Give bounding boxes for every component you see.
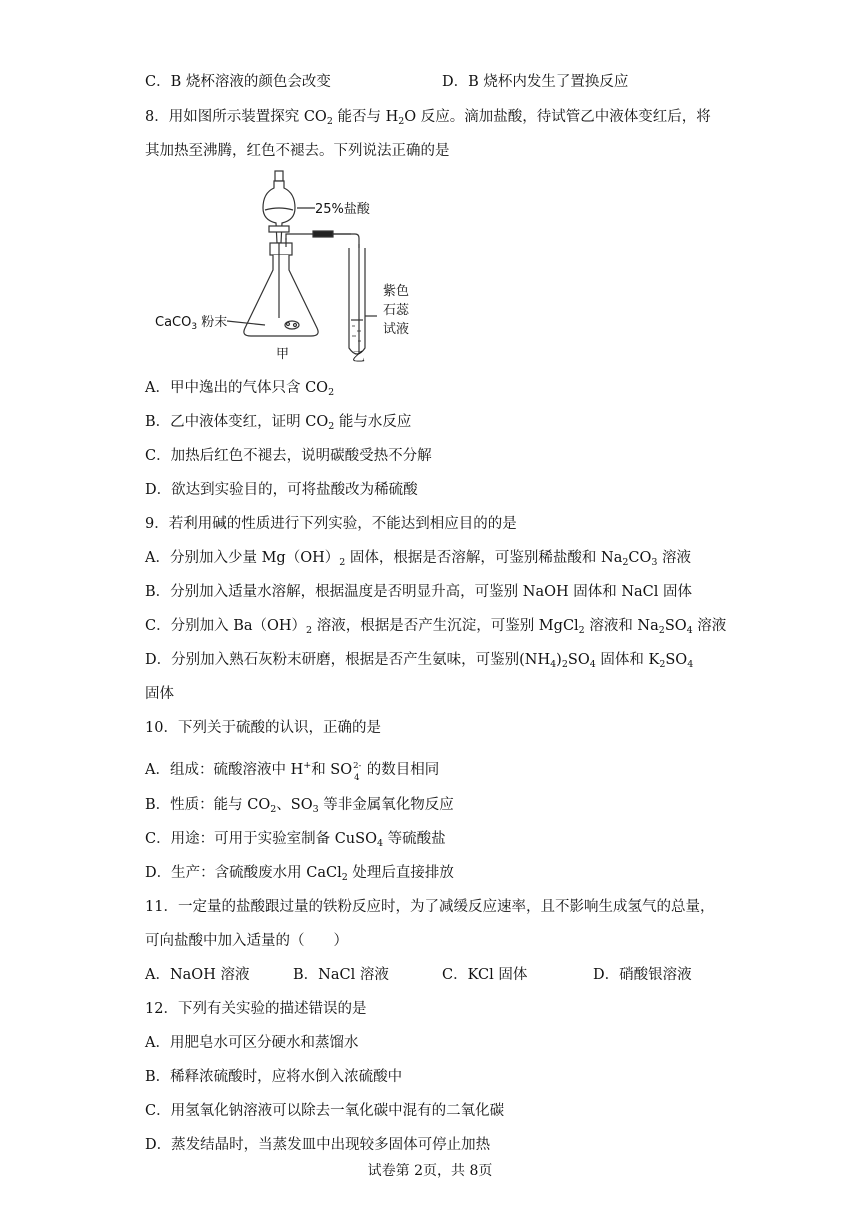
q9-stem: 9．若利用碱的性质进行下列实验，不能达到相应目的的是: [145, 516, 517, 532]
q12-option-d: D．蒸发结晶时，当蒸发皿中出现较多固体可停止加热: [145, 1137, 491, 1153]
label-hydrochloric-acid: 25%盐酸: [315, 202, 370, 217]
q8-stem-line1: 8．用如图所示装置探究 $CO_2$ 能否与 $H_2O$ 反应。滴加盐酸，待试管乙中液体变红后，将: [145, 109, 711, 127]
q11-stem-line1: 11．一定量的盐酸跟过量的铁粉反应时，为了减缓反应速率，且不影响生成氢气的总量，: [145, 899, 715, 915]
q11-option-c: C．KCl 固体: [442, 967, 528, 983]
q11-option-b: B．NaCl 溶液: [293, 967, 389, 983]
q9-option-d-cont: 固体: [145, 686, 174, 702]
label-litmus-3: 试液: [383, 322, 410, 337]
q12-option-a: A．用肥皂水可区分硬水和蒸馏水: [145, 1035, 359, 1051]
label-flask-jia: 甲: [276, 347, 290, 362]
sulfate-charge: 2- 4: [353, 761, 362, 783]
q8-option-a: A．甲中逸出的气体只含 $CO_2$: [145, 380, 335, 398]
q8-option-c: C．加热后红色不褪去，说明碳酸受热不分解: [145, 448, 432, 464]
label-litmus-2: 石蕊: [383, 303, 410, 318]
apparatus-figure: [145, 168, 435, 368]
funnel-stopcock: [269, 226, 289, 232]
q12-option-c: C．用氢氧化钠溶液可以除去一氧化碳中混有的二氧化碳: [145, 1103, 505, 1119]
flask-stopper: [270, 243, 292, 255]
q9-option-a: A．分别加入少量 $Mg(OH)_2$ 固体，根据是否溶解，可鉴别稀盐酸和 $Na_2CO_3$ 溶液: [145, 550, 692, 568]
q10-option-b: B．性质：能与 $CO_2$、$SO_3$ 等非金属氧化物反应: [145, 797, 454, 815]
q11-stem-line2: 可向盐酸中加入适量的（ ）: [145, 933, 348, 949]
q10-option-a: A．组成：硫酸溶液中 H+和 SO 2- 4 的数目相同: [145, 760, 440, 783]
q9-option-c: C．分别加入 $Ba(OH)_2$ 溶液，根据是否产生沉淀，可鉴别 MgCl$_2$ 溶液和 $Na_2SO_4$ 溶液: [145, 618, 727, 636]
q8-stem-line2: 其加热至沸腾，红色不褪去。下列说法正确的是: [145, 143, 450, 159]
q9-option-d: D．分别加入熟石灰粉末研磨，根据是否产生氨味，可鉴别$(NH_4)_2SO_4$ 固体和 $K_2SO_4$: [145, 652, 694, 670]
q10-option-d: D．生产：含硫酸废水用 CaCl$_2$ 处理后直接排放: [145, 865, 454, 883]
rubber-connector: [313, 231, 333, 237]
page-footer: 试卷第 2页，共 8页: [367, 1163, 493, 1179]
q10-option-c: C．用途：可用于实验室制备 CuSO$_4$ 等硫酸盐: [145, 831, 446, 849]
q12-stem: 12．下列有关实验的描述错误的是: [145, 1001, 367, 1017]
q10-stem: 10．下列关于硫酸的认识，正确的是: [145, 720, 381, 736]
label-litmus-1: 紫色: [383, 284, 410, 299]
apparatus-diagram: [145, 168, 435, 368]
label-tube-yi: 乙: [352, 350, 366, 365]
q9-option-b: B．分别加入适量水溶解，根据温度是否明显升高，可鉴别 NaOH 固体和 NaCl 固体: [145, 584, 693, 600]
q11-option-a: A．NaOH 溶液: [145, 967, 250, 983]
label-caco3: CaCO$_3$ 粉末: [155, 315, 228, 332]
q7-option-c: C．B 烧杯溶液的颜色会改变: [145, 74, 331, 90]
test-tube: [349, 248, 365, 354]
q8-option-b: B．乙中液体变红，证明 $CO_2$ 能与水反应: [145, 414, 412, 432]
q7-option-d: D．B 烧杯内发生了置换反应: [442, 74, 629, 90]
q12-option-b: B．稀释浓硫酸时，应将水倒入浓硫酸中: [145, 1069, 403, 1085]
q11-option-d: D．硝酸银溶液: [593, 967, 692, 983]
funnel-stopper: [275, 171, 283, 181]
q8-option-d: D．欲达到实验目的，可将盐酸改为稀硫酸: [145, 482, 418, 498]
